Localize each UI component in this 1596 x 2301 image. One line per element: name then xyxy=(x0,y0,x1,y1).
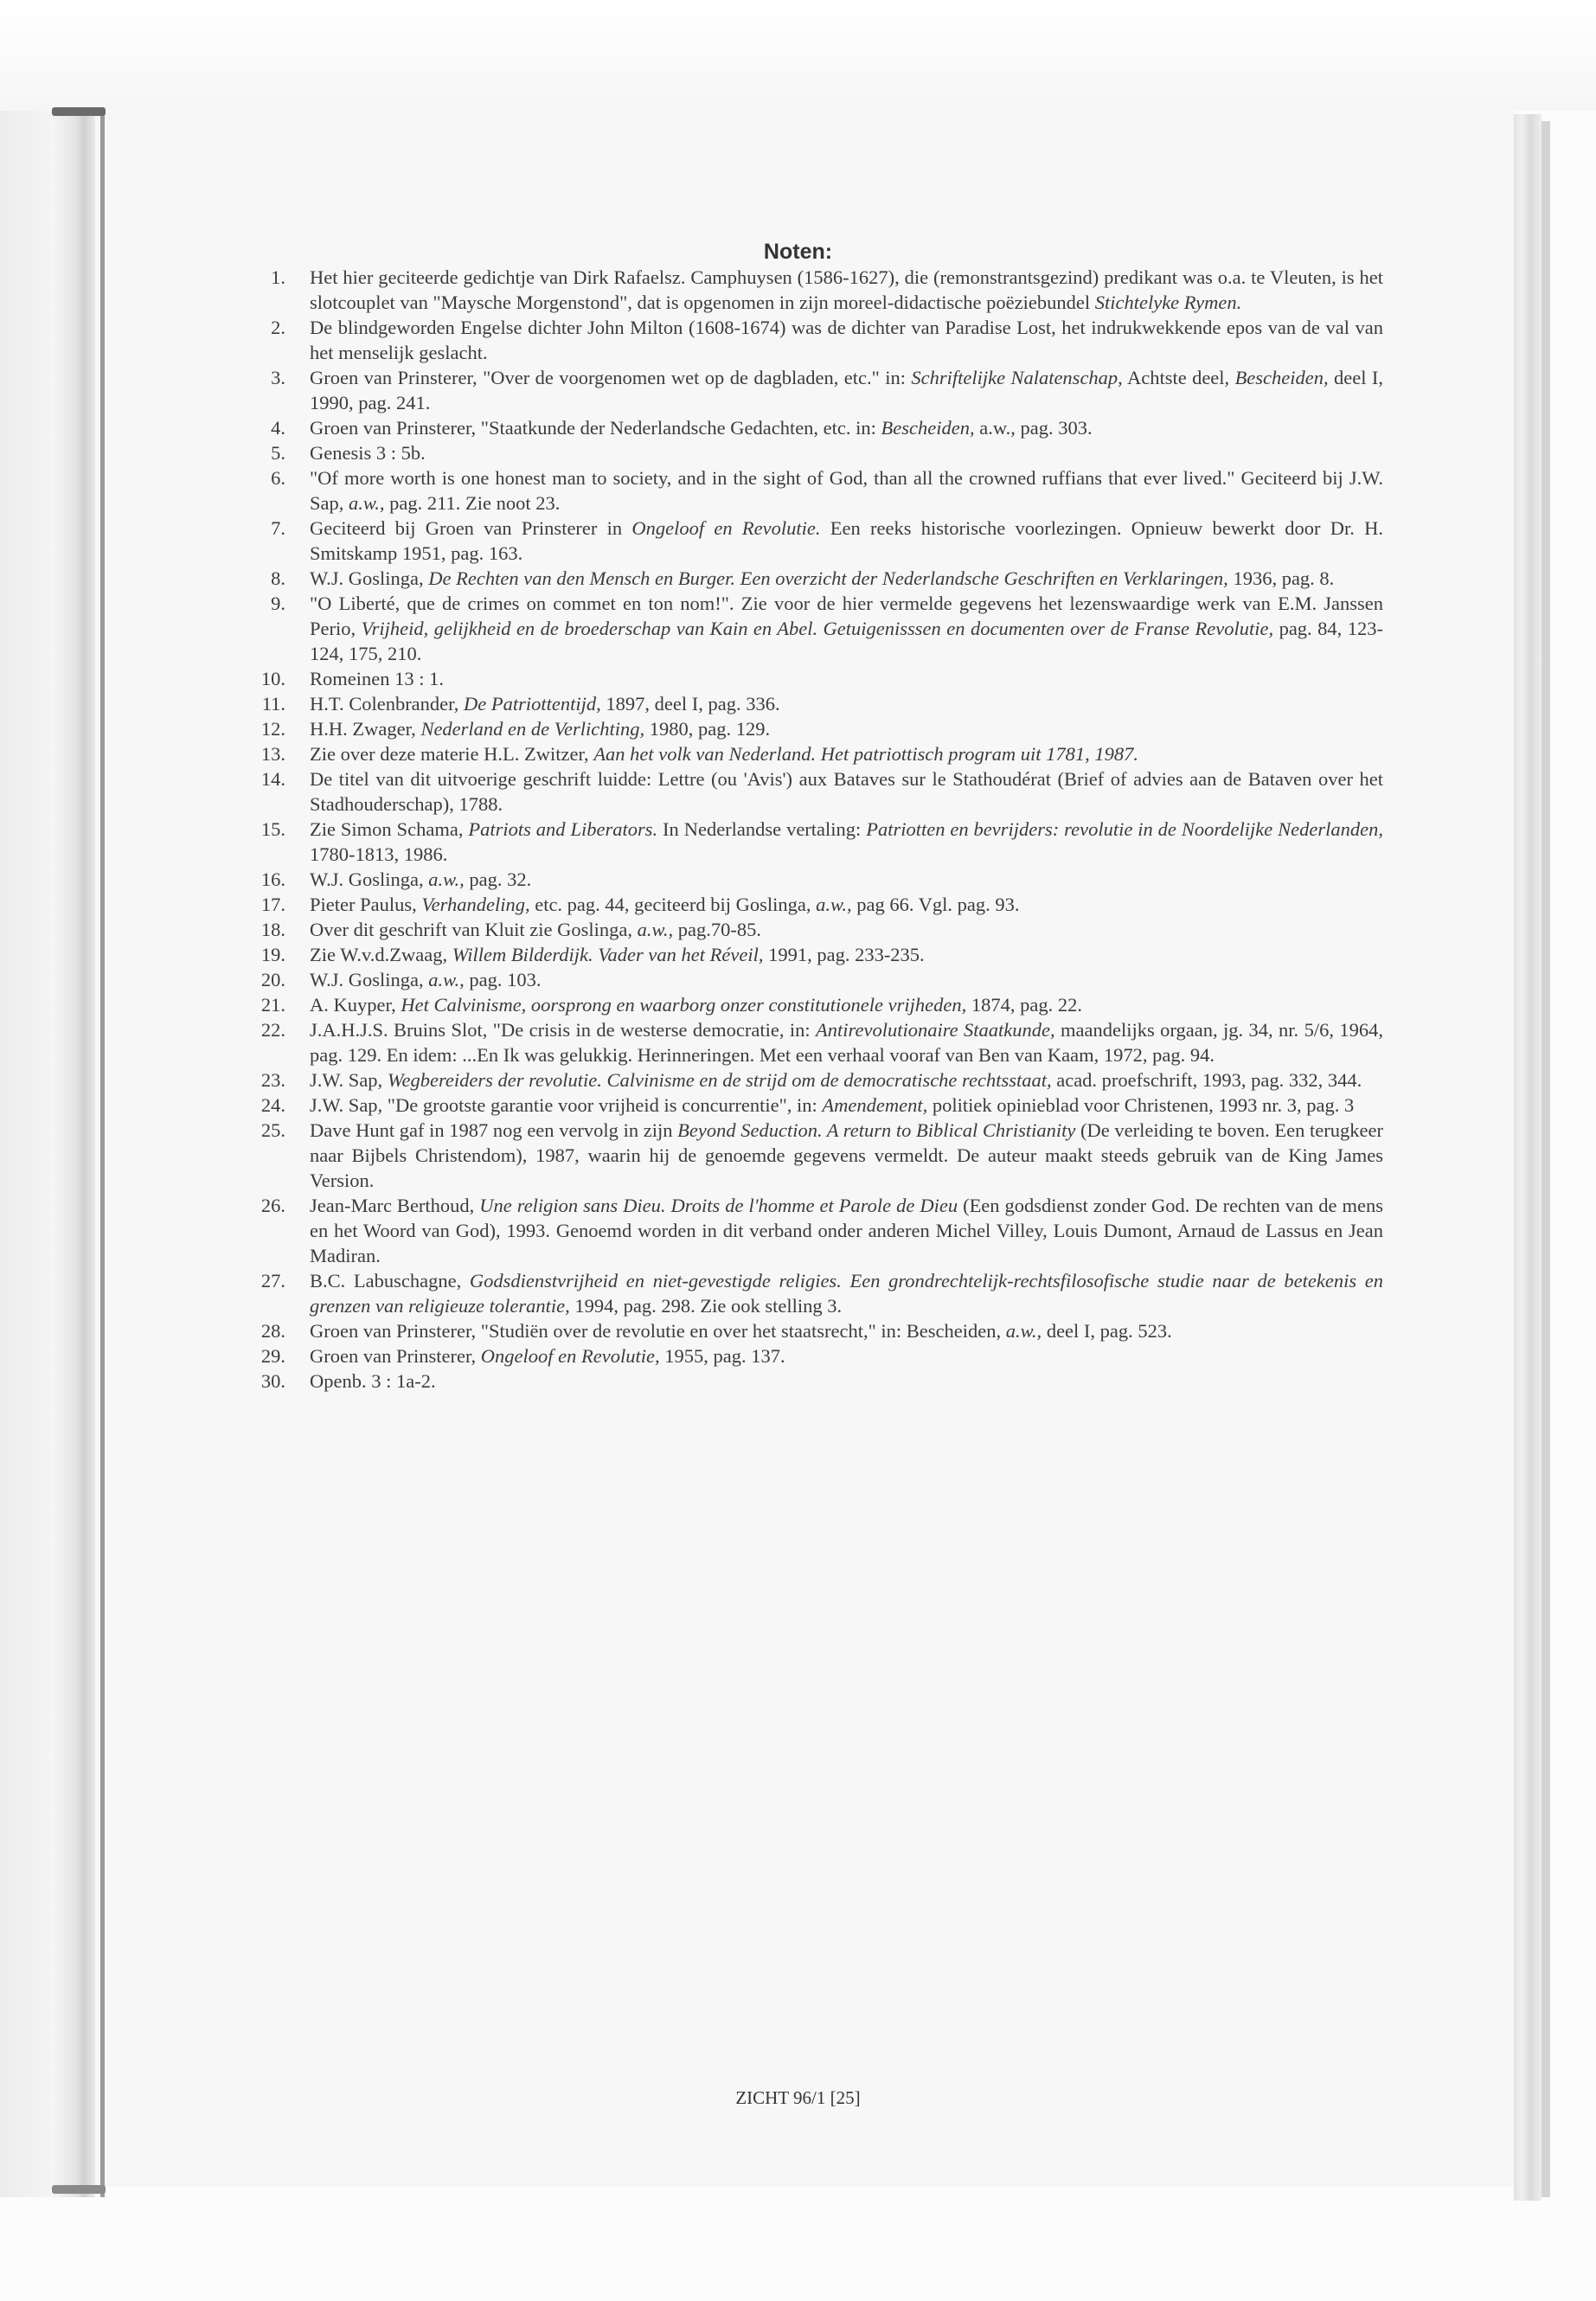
note-number: 25. xyxy=(260,1119,285,1141)
note-text xyxy=(310,691,1383,716)
note-number: 19. xyxy=(260,944,285,965)
note-text-segment: pag. 32. xyxy=(464,868,532,890)
note-text xyxy=(310,440,1383,465)
note-item xyxy=(244,265,1383,315)
note-number: 16. xyxy=(260,868,285,890)
note-item xyxy=(244,365,1383,415)
note-number: 14. xyxy=(260,768,285,790)
note-text-segment: Dave Hunt gaf in 1987 nog een vervolg in zijn xyxy=(310,1119,678,1141)
note-number: 23. xyxy=(260,1069,285,1091)
note-number: 21. xyxy=(260,994,285,1016)
note-number: 15. xyxy=(260,818,285,840)
note-number: 22. xyxy=(260,1019,285,1041)
note-text-italic: Wegbereiders der revolutie. Calvinisme en de strijd om de democratische rechtsstaat, xyxy=(387,1069,1052,1091)
note-text xyxy=(310,265,1383,315)
note-text-italic: Ongeloof en Revolutie, xyxy=(480,1345,660,1367)
note-text-segment: 1874, pag. 22. xyxy=(966,994,1082,1016)
note-item xyxy=(244,917,1383,942)
note-text-italic: Schriftelijke Nalatenschap, xyxy=(911,367,1123,388)
note-text-segment: B.C. Labuschagne, xyxy=(310,1270,470,1292)
note-item xyxy=(244,716,1383,741)
notes-list xyxy=(244,265,1383,1394)
note-item xyxy=(244,465,1383,516)
note-item xyxy=(244,741,1383,766)
note-item xyxy=(244,591,1383,666)
note-number: 29. xyxy=(260,1345,285,1367)
note-text-segment: Geciteerd bij Groen van Prinsterer in xyxy=(310,517,632,539)
note-text-segment: pag 66. Vgl. pag. 93. xyxy=(851,894,1020,915)
note-item xyxy=(244,817,1383,867)
note-item xyxy=(244,967,1383,992)
note-number: 10. xyxy=(260,668,285,689)
note-item xyxy=(244,1368,1383,1394)
note-item xyxy=(244,1067,1383,1093)
note-text xyxy=(310,315,1383,365)
note-number: 1. xyxy=(271,266,285,288)
note-text-italic: a.w., xyxy=(428,969,465,990)
note-text-italic: De Rechten van den Mensch en Burger. Een overzicht der Nederlandsche Geschriften en Verklaringen, xyxy=(428,567,1228,589)
note-text xyxy=(310,741,1383,766)
note-item xyxy=(244,992,1383,1017)
note-item xyxy=(244,1318,1383,1343)
note-item xyxy=(244,566,1383,591)
note-item xyxy=(244,1017,1383,1067)
note-item xyxy=(244,867,1383,892)
note-text-segment: 1991, pag. 233-235. xyxy=(763,944,925,965)
note-text-segment: 1980, pag. 129. xyxy=(644,718,771,740)
note-item xyxy=(244,1268,1383,1318)
note-text-segment: 1780-1813, 1986. xyxy=(310,843,448,865)
note-text xyxy=(310,1368,1383,1394)
note-number: 5. xyxy=(271,442,285,464)
binding-line xyxy=(100,111,105,2197)
note-text-italic: Nederland en de Verlichting, xyxy=(420,718,645,740)
note-text-italic: a.w., xyxy=(816,894,852,915)
note-text-segment: (Een godsdienst zonder God. De rechten van de mens en het Woord van God), 1993. Genoemd worden in dit verband onder anderen Michel Villey, Louis Dumont, Arnaud de Lassus en Jean Madiran. xyxy=(310,1195,1383,1266)
note-text-italic: a.w., xyxy=(1005,1320,1042,1342)
note-text xyxy=(310,1193,1383,1268)
note-text-segment: a.w., pag. 303. xyxy=(974,417,1093,439)
note-number: 18. xyxy=(260,919,285,940)
note-text xyxy=(310,716,1383,741)
note-text-segment: J.W. Sap, "De grootste garantie voor vrijheid is concurrentie", in: xyxy=(310,1094,823,1116)
note-text-segment: W.J. Goslinga, xyxy=(310,567,429,589)
note-text xyxy=(310,817,1383,867)
note-number: 8. xyxy=(271,567,285,589)
note-number: 24. xyxy=(260,1094,285,1116)
note-item xyxy=(244,666,1383,691)
note-text xyxy=(310,1268,1383,1318)
note-text-segment: W.J. Goslinga, xyxy=(310,969,429,990)
note-text-italic: a.w., xyxy=(428,868,465,890)
note-text-italic: De Patriottentijd, xyxy=(464,693,601,715)
note-text-segment: Groen van Prinsterer, "Over de voorgenomen wet op de dagbladen, etc." in: xyxy=(310,367,912,388)
note-text xyxy=(310,365,1383,415)
note-text-segment: Over dit geschrift van Kluit zie Goslinga, xyxy=(310,919,638,940)
note-number: 26. xyxy=(260,1195,285,1216)
note-text-segment: maandelijks orgaan, jg. 34, nr. 5/6, 1964, pag. 129. En idem: ...En Ik was gelukkig. Herinneringen. Met een verhaal vooraf van Ben van Kaam, 1972, pag. 94. xyxy=(310,1019,1383,1066)
note-number: 30. xyxy=(260,1370,285,1392)
note-number: 7. xyxy=(271,517,285,539)
note-text-segment: In Nederlandse vertaling: xyxy=(657,818,867,840)
note-text-segment: Openb. 3 : 1a-2. xyxy=(310,1370,436,1392)
note-number: 6. xyxy=(271,467,285,489)
note-text-italic: Godsdienstvrijheid en niet-gevestigde religies. Een grondrechtelijk-rechtsfilosofische studie naar de betekenis en grenzen van religieuze tolerantie, xyxy=(310,1270,1383,1317)
note-text xyxy=(310,1118,1383,1193)
note-text-italic: Bescheiden, xyxy=(1234,367,1329,388)
note-text-segment: "Of more worth is one honest man to society, and in the sight of God, than all the crowned ruffians that ever lived." Geciteerd bij J.W. Sap, xyxy=(310,467,1383,514)
note-text-italic: Stichtelyke Rymen. xyxy=(1094,292,1242,313)
note-text-segment: deel I, 1990, pag. 241. xyxy=(310,367,1384,413)
note-text-segment: Genesis 3 : 5b. xyxy=(310,442,426,464)
note-item xyxy=(244,691,1383,716)
note-text-segment: Zie Simon Schama, xyxy=(310,818,469,840)
note-item xyxy=(244,315,1383,365)
note-text-segment: pag. 211. Zie noot 23. xyxy=(384,492,561,514)
note-text-segment: A. Kuyper, xyxy=(310,994,401,1016)
binding-pin-top xyxy=(52,107,106,116)
note-text-segment: acad. proefschrift, 1993, pag. 332, 344. xyxy=(1051,1069,1362,1091)
note-text-segment: "O Liberté, que de crimes on commet en ton nom!". Zie voor de hier vermelde gegevens het lezenswaardige werk van E.M. Janssen Perio, xyxy=(310,593,1383,639)
page-stack-edge xyxy=(1514,114,1542,2201)
note-text xyxy=(310,666,1383,691)
note-number: 9. xyxy=(271,593,285,614)
note-text-segment: 1994, pag. 298. Zie ook stelling 3. xyxy=(569,1295,843,1317)
notes-heading: Noten: xyxy=(763,240,833,264)
note-number: 13. xyxy=(260,743,285,765)
note-item xyxy=(244,766,1383,817)
note-text-italic: Patriotten en bevrijders: revolutie in de Noordelijke Nederlanden, xyxy=(866,818,1383,840)
note-item xyxy=(244,440,1383,465)
note-text xyxy=(310,1017,1383,1067)
note-text-segment: Een reeks historische voorlezingen. Opnieuw bewerkt door Dr. H. Smitskamp 1951, pag. 163. xyxy=(310,517,1383,564)
note-text-segment: H.T. Colenbrander, xyxy=(310,693,465,715)
note-number: 12. xyxy=(260,718,285,740)
page-stack-edge-shadow xyxy=(1542,121,1550,2197)
note-text-segment: Pieter Paulus, xyxy=(310,894,422,915)
binding-strip xyxy=(0,111,95,2197)
note-text-segment: W.J. Goslinga, xyxy=(310,868,429,890)
note-number: 2. xyxy=(271,317,285,338)
note-text-segment: H.H. Zwager, xyxy=(310,718,421,740)
note-text-segment: pag. 103. xyxy=(464,969,542,990)
note-text xyxy=(310,917,1383,942)
top-margin xyxy=(0,0,1596,111)
note-text-italic: Het Calvinisme, oorsprong en waarborg onzer constitutionele vrijheden, xyxy=(401,994,967,1016)
note-number: 27. xyxy=(260,1270,285,1292)
note-number: 17. xyxy=(260,894,285,915)
note-text-segment: De blindgeworden Engelse dichter John Milton (1608-1674) was de dichter van Paradise Lost, het indrukwekkende epos van de val van het menselijk geslacht. xyxy=(310,317,1383,363)
note-item xyxy=(244,415,1383,440)
note-text xyxy=(310,1343,1383,1368)
note-number: 11. xyxy=(261,693,285,715)
note-text-segment: Groen van Prinsterer, "Staatkunde der Nederlandsche Gedachten, etc. in: xyxy=(310,417,881,439)
note-text xyxy=(310,967,1383,992)
note-text-segment: pag. 84, 123-124, 175, 210. xyxy=(310,618,1383,664)
note-item xyxy=(244,942,1383,967)
note-text-italic: Vrijheid, gelijkheid en de broederschap van Kain en Abel. Getuigenisssen en documenten over de Franse Revolutie, xyxy=(361,618,1274,639)
note-text xyxy=(310,465,1383,516)
note-text xyxy=(310,415,1383,440)
note-text-segment: 1897, deel I, pag. 336. xyxy=(600,693,780,715)
note-text-segment: Groen van Prinsterer, xyxy=(310,1345,481,1367)
note-text xyxy=(310,1093,1383,1118)
note-item xyxy=(244,892,1383,917)
note-text-segment: Groen van Prinsterer, "Studiën over de revolutie en over het staatsrecht," in: Bescheiden, xyxy=(310,1320,1006,1342)
note-text-segment: J.A.H.J.S. Bruins Slot, "De crisis in de westerse democratie, in: xyxy=(310,1019,817,1041)
note-item xyxy=(244,1093,1383,1118)
note-text xyxy=(310,892,1383,917)
note-item xyxy=(244,1343,1383,1368)
note-text-italic: a.w., xyxy=(637,919,674,940)
note-text-segment: Romeinen 13 : 1. xyxy=(310,668,444,689)
note-text-segment: Jean-Marc Berthoud, xyxy=(310,1195,480,1216)
note-text-italic: Antirevolutionaire Staatkunde, xyxy=(816,1019,1055,1041)
note-text-segment: 1936, pag. 8. xyxy=(1227,567,1335,589)
note-text-segment: J.W. Sap, xyxy=(310,1069,388,1091)
note-text xyxy=(310,1318,1383,1343)
note-text-italic: Willem Bilderdijk. Vader van het Réveil, xyxy=(452,944,764,965)
note-text-italic: Amendement, xyxy=(822,1094,928,1116)
note-text-italic: Une religion sans Dieu. Droits de l'homme et Parole de Dieu xyxy=(479,1195,958,1216)
page-footer: ZICHT 96/1 [25] xyxy=(735,2087,861,2108)
note-text xyxy=(310,516,1383,566)
note-item xyxy=(244,1193,1383,1268)
note-text-segment: deel I, pag. 523. xyxy=(1042,1320,1172,1342)
note-text-segment: pag.70-85. xyxy=(673,919,761,940)
note-text-segment: Achtste deel, xyxy=(1122,367,1235,388)
note-number: 4. xyxy=(271,417,285,439)
note-text xyxy=(310,1067,1383,1093)
note-number: 3. xyxy=(271,367,285,388)
note-text xyxy=(310,566,1383,591)
note-text-italic: Patriots and Liberators. xyxy=(468,818,658,840)
note-number: 20. xyxy=(260,969,285,990)
note-text-italic: Verhandeling, xyxy=(421,894,530,915)
note-text-segment: Zie W.v.d.Zwaag, xyxy=(310,944,452,965)
note-text-italic: Beyond Seduction. A return to Biblical Christianity xyxy=(677,1119,1076,1141)
note-text-italic: a.w., xyxy=(349,492,385,514)
note-item xyxy=(244,1118,1383,1193)
note-text-segment: 1955, pag. 137. xyxy=(659,1345,785,1367)
note-text-segment: De titel van dit uitvoerige geschrift luidde: Lettre (ou 'Avis') aux Bataves sur le Stathoudérat (Brief of advies aan de Bataven over het Stadhouderschap), 1788. xyxy=(310,768,1383,815)
note-text-segment: Het hier geciteerde gedichtje van Dirk Rafaelsz. Camphuysen (1586-1627), die (remonstrantsgezind) predikant was o.a. te Vleuten, is het slotcouplet van "Maysche Morgenstond", dat is opgenomen in zijn moreel-didactische poëziebundel xyxy=(310,266,1383,313)
note-text-italic: Ongeloof en Revolutie. xyxy=(631,517,821,539)
note-text xyxy=(310,591,1383,666)
note-text-italic: Bescheiden, xyxy=(881,417,975,439)
note-text-segment: (De verleiding te boven. Een terugkeer naar Bijbels Christendom), 1987, waarin hij de genoemde gegevens vermeldt. De auteur maakt steeds gebruik van de King James Version. xyxy=(310,1119,1383,1191)
note-text-italic: Aan het volk van Nederland. Het patriottisch program uit 1781, 1987. xyxy=(593,743,1139,765)
note-text-segment: Zie over deze materie H.L. Zwitzer, xyxy=(310,743,594,765)
note-item xyxy=(244,516,1383,566)
binding-pin-bottom xyxy=(52,2185,106,2194)
note-text xyxy=(310,992,1383,1017)
note-text xyxy=(310,942,1383,967)
note-text-segment: politiek opinieblad voor Christenen, 1993 nr. 3, pag. 3 xyxy=(927,1094,1355,1116)
note-text xyxy=(310,867,1383,892)
note-number: 28. xyxy=(260,1320,285,1342)
note-text xyxy=(310,766,1383,817)
note-text-segment: etc. pag. 44, geciteerd bij Goslinga, xyxy=(529,894,817,915)
